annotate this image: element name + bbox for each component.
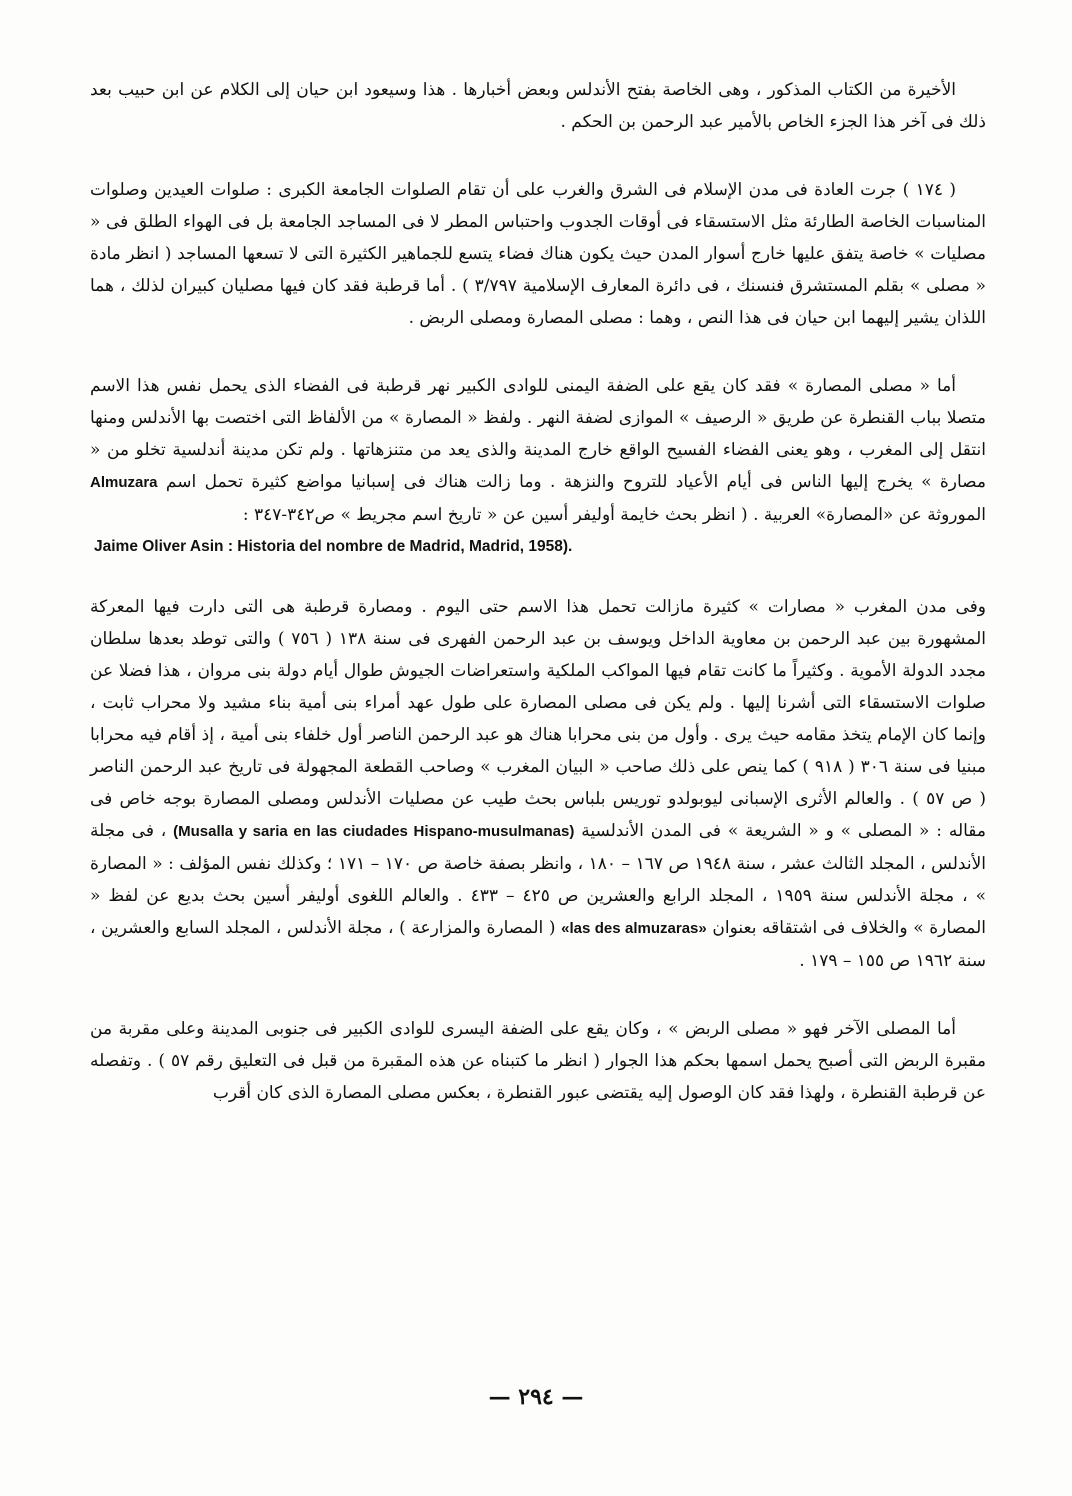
paragraph-text: الموروثة عن «المصارة» العربية . ( انظر بحث خايمة أوليفر أسين عن « تاريخ اسم مجريط » ص٣٤٢-٣٤٧ : xyxy=(242,505,986,525)
paragraph-gap xyxy=(90,977,986,1013)
latin-reference-line: Jaime Oliver Asin : Historia del nombre de Madrid, Madrid, 1958). xyxy=(94,538,573,555)
paragraph-gap xyxy=(90,138,986,174)
paragraph-note-174: ( ١٧٤ ) جرت العادة فى مدن الإسلام فى الشرق والغرب على أن تقام الصلوات الجامعة الكبرى : صلوات العيدين وصلوات المناسبات الخاصة الطارئة مثل الاستسقاء فى أوقات الجدوب واحتباس المطر لا فى المساجد الجامعة بل فى الهواء الطلق فى « مصليات » خاصة يتفق عليها خارج أسوار المدن حيث يكون هناك فضاء يتسع للجماهير الكثيرة التى لا تسعها المساجد ( انظر مادة « مصلى » بقلم المستشرق فنسنك ، فى دائرة المعارف الإسلامية ٣/٧٩٧ ) . أما قرطبة فقد كان فيها مصليان كبيران لذلك ، هما اللذان يشير إليهما ابن حيان فى هذا النص ، وهما : مصلى المصارة ومصلى الربض . xyxy=(90,180,987,328)
latin-word-almuzara: Almuzara xyxy=(90,474,158,491)
paragraph-text: ، فى مجلة الأندلس ، المجلد الثالث عشر ، سنة ١٩٤٨ ص ١٦٧ – ١٨٠ ، وانظر بصفة خاصة ص ١٧٠ – ١٧١ ؛ وكذلك نفس المؤلف : « المصارة » ، مجلة الأندلس سنة ١٩٥٩ ، المجلد الرابع والعشرين ص ٤٢٥ – ٤٣٣ . والعالم اللغوى أوليفر أسين بحث بديع عن لفظ « المصارة » والخلاف فى اشتقاقه بعنوان xyxy=(90,821,987,938)
page-body xyxy=(90,74,986,1109)
paragraph-gap xyxy=(90,334,986,370)
page-number: — ٢٩٤ — xyxy=(488,1384,584,1410)
paragraph-continuation: الأخيرة من الكتاب المذكور ، وهى الخاصة بفتح الأندلس وبعض أخبارها . هذا وسيعود ابن حيان إلى الكلام عن ابن حبيب بعد ذلك فى آخر هذا الجزء الخاص بالأمير عبد الرحمن بن الحكم . xyxy=(90,80,986,132)
paragraph-musalla-rabad: أما المصلى الآخر فهو « مصلى الربض » ، وكان يقع على الضفة اليسرى للوادى الكبير فى جنوبى المدينة وعلى مقربة من مقبرة الربض التى أصبح يحمل اسمها بحكم هذا الجوار ( انظر ما كتبناه عن هذه المقبرة من قبل فى التعليق رقم ٥٧ ) . وتفصله عن قرطبة القنطرة ، ولهذا فقد كان الوصول إليه يقتضى عبور القنطرة ، بعكس مصلى المصارة الذى كان أقرب xyxy=(90,1019,986,1103)
paragraph-text: أما « مصلى المصارة » فقد كان يقع على الضفة اليمنى للوادى الكبير نهر قرطبة فى الفضاء الذى يحمل نفس هذا الاسم متصلا بباب القنطرة عن طريق « الرصيف » الموازى لضفة النهر . ولفظ « المصارة » من الألفاظ التى اختصت بها الأندلس ومنها انتقل إلى المغرب ، وهو يعنى الفضاء الفسيح الواقع خارج المدينة والذى يعد من متنزهاتها . ولم تكن مدينة أندلسية تخلو من « مصارة » يخرج إليها الناس فى أيام الأعياد للتروح والنزهة . وما زالت هناك فى إسبانيا مواضع كثيرة تحمل اسم xyxy=(90,376,986,492)
paragraph-gap xyxy=(90,563,986,591)
paragraph-musalla-musara xyxy=(90,370,986,531)
paragraph-maghrib-musarat xyxy=(90,591,986,977)
paragraph-text: وفى مدن المغرب « مصارات » كثيرة مازالت تحمل هذا الاسم حتى اليوم . ومصارة قرطبة هى التى دارت فيها المعركة المشهورة بين عبد الرحمن بن معاوية الداخل ويوسف بن عبد الرحمن الفهرى فى سنة ١٣٨ ( ٧٥٦ ) والتى توطد بعدها سلطان مجدد الدولة الأموية . وكثيراً ما كانت تقام فيها المواكب الملكية واستعراضات الجيوش طوال أيام دولة بنى مروان ، هذا فضلا عن صلوات الاستسقاء التى أشرنا إليها . ولم يكن فى مصلى المصارة على طول عهد أمراء بنى أمية بناء مشيد ولا محراب ثابت ، وإنما كان الإمام يتخذ مقامه حيث يرى . وأول من بنى محرابا هناك هو عبد الرحمن الناصر أول خلفاء بنى أمية ، إذ أقام فيه محرابا مبنيا فى سنة ٣٠٦ ( ٩١٨ ) كما ينص على ذلك صاحب « البيان المغرب » وصاحب القطعة المجهولة فى تاريخ عبد الرحمن الناصر ( ص ٥٧ ) . والعالم الأثرى الإسبانى ليوبولدو توريس بلباس بحث طيب عن مصليات الأندلس ومصلى المصارة بوجه خاص فى مقاله : « المصلى » و « الشريعة » فى المدن الأندلسية xyxy=(90,597,987,841)
latin-title-almuzaras: «las des almuzaras» xyxy=(561,920,707,937)
latin-title-musalla: (Musalla y saria en las ciudades Hispano-musulmanas) xyxy=(173,823,575,840)
paragraph-text: ( المصارة والمزارعة ) ، مجلة الأندلس ، المجلد السابع والعشرين ، سنة ١٩٦٢ ص ١٥٥ – ١٧٩ . xyxy=(90,918,986,971)
